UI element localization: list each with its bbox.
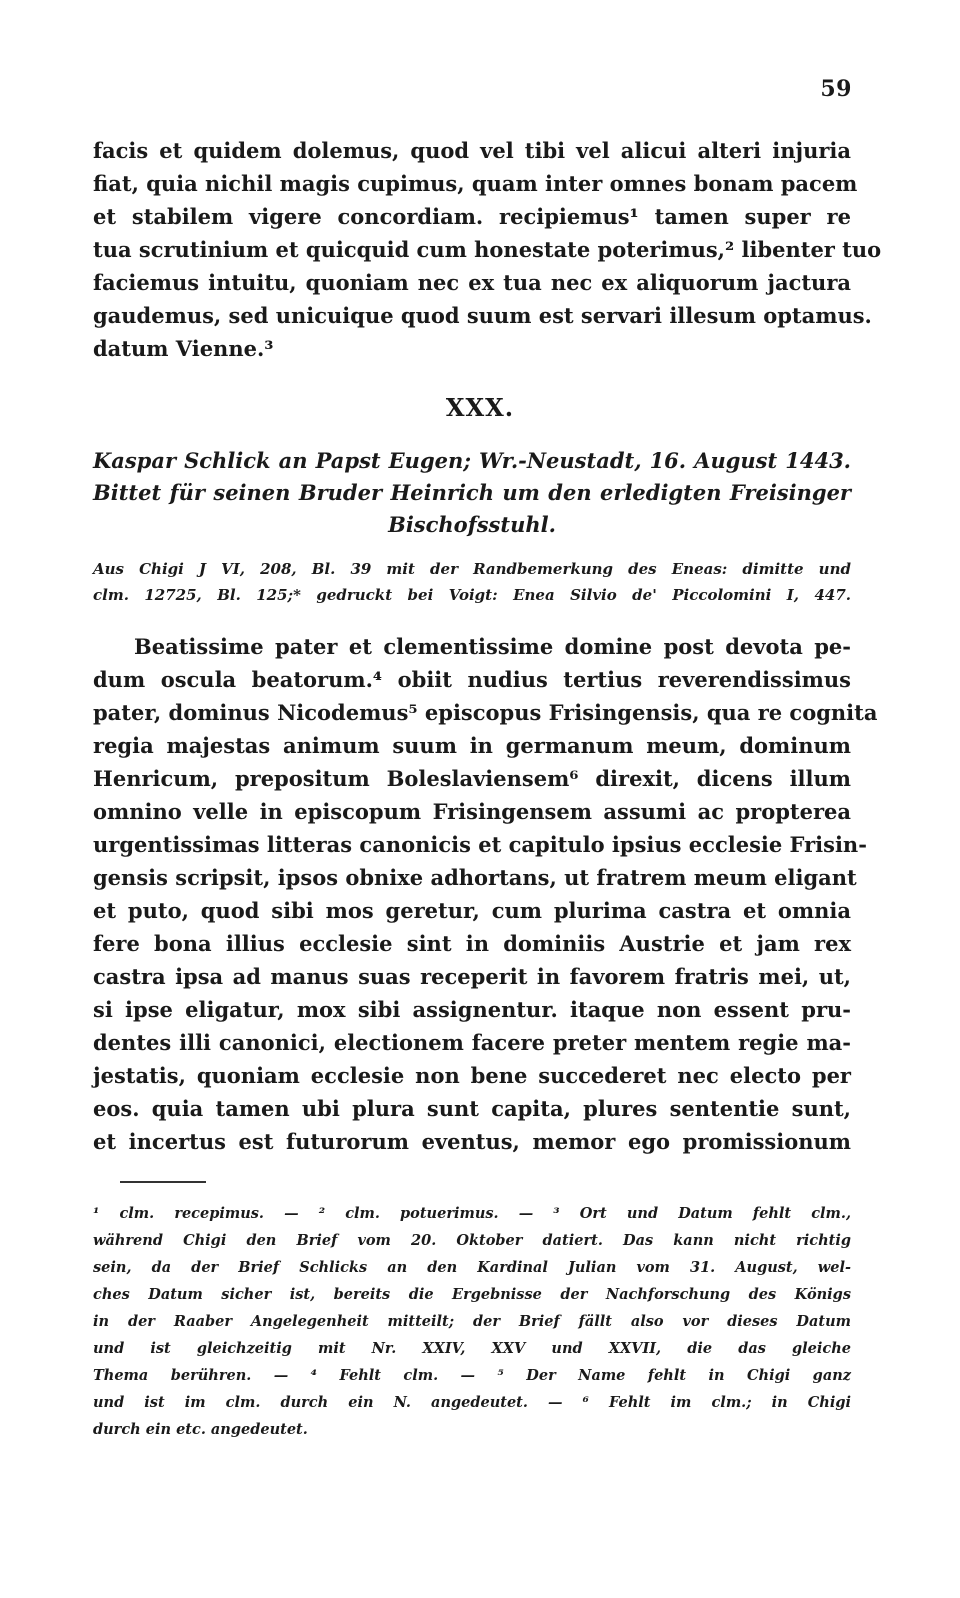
text-line: faciemus intuitu, quoniam nec ex tua nec ex aliquorum jactura bbox=[93, 270, 851, 295]
footnote-line: sein, da der Brief Schlicks an den Kardinal Julian vom 31. August, wel- bbox=[93, 1259, 851, 1276]
footnote-line: ches Datum sicher ist, bereits die Ergebnisse der Nachforschung des Königs bbox=[93, 1286, 851, 1303]
source-line: clm. 12725, Bl. 125;* gedruckt bei Voigt: Enea Silvio de' Piccolomini I, 447. bbox=[93, 586, 851, 604]
page-number: 59 bbox=[820, 76, 852, 102]
heading-line: Bittet für seinen Bruder Heinrich um den erledigten Freisinger bbox=[93, 480, 851, 505]
text-line: eos. quia tamen ubi plura sunt capita, plures sententie sunt, bbox=[93, 1096, 851, 1121]
text-line: pater, dominus Nicodemus⁵ episcopus Frisingensis, qua re cognita bbox=[93, 700, 878, 725]
heading-line: Kaspar Schlick an Papst Eugen; Wr.-Neustadt, 16. August 1443. bbox=[93, 448, 851, 473]
text-line: fere bona illius ecclesie sint in dominiis Austrie et jam rex bbox=[93, 931, 851, 956]
text-line: dum oscula beatorum.⁴ obiit nudius tertius reverendissimus bbox=[93, 667, 851, 692]
footnote-line: während Chigi den Brief vom 20. Oktober datiert. Das kann nicht richtig bbox=[93, 1232, 851, 1249]
text-line: facis et quidem dolemus, quod vel tibi vel alicui alteri injuria bbox=[93, 138, 851, 163]
text-line: et puto, quod sibi mos geretur, cum plurima castra et omnia bbox=[93, 898, 851, 923]
text-line: Henricum, prepositum Boleslaviensem⁶ direxit, dicens illum bbox=[93, 766, 851, 791]
text-line: gensis scripsit, ipsos obnixe adhortans, ut fratrem meum eligant bbox=[93, 865, 857, 890]
footnote-divider bbox=[120, 1181, 206, 1183]
text-line: castra ipsa ad manus suas receperit in favorem fratris mei, ut, bbox=[93, 964, 851, 989]
footnote-line: Thema berühren. — ⁴ Fehlt clm. — ⁵ Der Name fehlt in Chigi ganz bbox=[93, 1367, 851, 1384]
heading-line: Bischofsstuhl. bbox=[388, 512, 556, 537]
letter-heading bbox=[93, 445, 851, 541]
letter-body bbox=[93, 630, 878, 1158]
text-line: tua scrutinium et quicquid cum honestate poterimus,² libenter tuo bbox=[93, 237, 882, 262]
text-line: datum Vienne.³ bbox=[93, 336, 274, 361]
text-line: gaudemus, sed unicuique quod suum est servari illesum optamus. bbox=[93, 303, 872, 328]
text-line: regia majestas animum suum in germanum meum, dominum bbox=[93, 733, 851, 758]
footnote-line: ¹ clm. recepimus. — ² clm. potuerimus. — ³ Ort und Datum fehlt clm., bbox=[93, 1205, 851, 1222]
text-line: dentes illi canonici, electionem facere preter mentem regie ma- bbox=[93, 1030, 851, 1055]
footnote-line: und ist gleichzeitig mit Nr. XXIV, XXV und XXVII, die das gleiche bbox=[93, 1340, 851, 1357]
footnote-line: und ist im clm. durch ein N. angedeutet. — ⁶ Fehlt im clm.; in Chigi bbox=[93, 1394, 851, 1411]
footnote-line: durch ein etc. angedeutet. bbox=[93, 1421, 308, 1438]
text-line: si ipse eligatur, mox sibi assignentur. itaque non essent pru- bbox=[93, 997, 851, 1022]
footnote-line: in der Raaber Angelegenheit mitteilt; der Brief fällt also vor dieses Datum bbox=[93, 1313, 851, 1330]
footnotes bbox=[93, 1200, 851, 1443]
text-line: et stabilem vigere concordiam. recipiemus¹ tamen super re bbox=[93, 204, 851, 229]
text-line: omnino velle in episcopum Frisingensem assumi ac propterea bbox=[93, 799, 851, 824]
text-line: jestatis, quoniam ecclesie non bene succederet nec electo per bbox=[93, 1063, 851, 1088]
text-line: urgentissimas litteras canonicis et capitulo ipsius ecclesie Frisin- bbox=[93, 832, 867, 857]
text-line: fiat, quia nichil magis cupimus, quam inter omnes bonam pacem bbox=[93, 171, 858, 196]
source-note bbox=[93, 556, 851, 608]
text-line: et incertus est futurorum eventus, memor ego promissionum bbox=[93, 1129, 851, 1154]
source-line: Aus Chigi J VI, 208, Bl. 39 mit der Randbemerkung des Eneas: dimitte und bbox=[93, 560, 851, 578]
section-number: XXX. bbox=[445, 393, 515, 422]
top-paragraph bbox=[93, 134, 882, 365]
text-line: Beatissime pater et clementissime domine post devota pe- bbox=[134, 634, 851, 659]
